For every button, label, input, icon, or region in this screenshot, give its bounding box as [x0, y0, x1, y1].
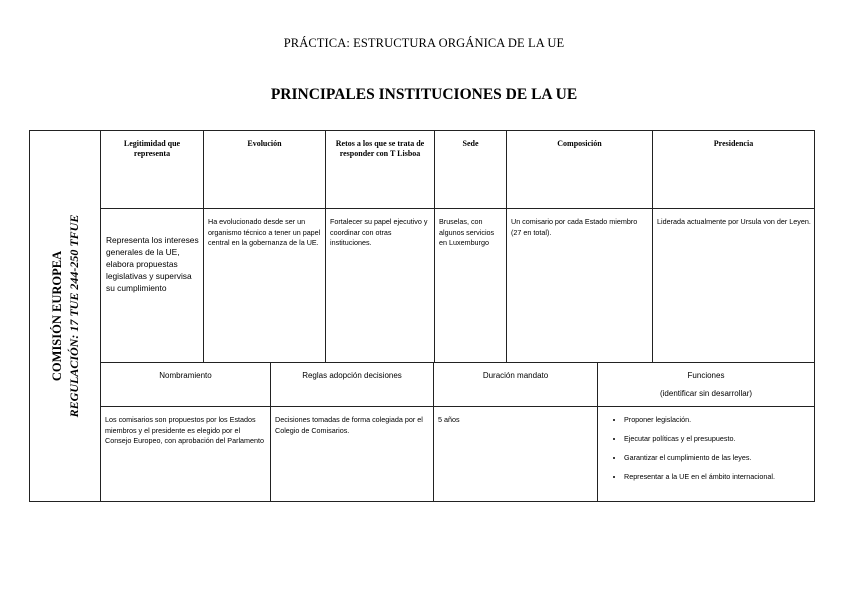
institution-name: COMISIÓN EUROPEA: [49, 250, 64, 382]
table-divider: [433, 362, 434, 502]
header-functions-note: (identificar sin desarrollar): [659, 389, 753, 398]
value-presidency: Liderada actualmente por Ursula von der Leyen.: [657, 217, 811, 226]
value-term: 5 años: [438, 415, 460, 424]
table-border-top: [29, 130, 815, 131]
table-divider: [100, 406, 815, 407]
table-border-bottom: [29, 501, 815, 502]
header-presidency: Presidencia: [713, 139, 754, 148]
table-divider: [506, 130, 507, 362]
institution-regulation: REGULACIÓN: 17 TUE 244-250 TFUE: [66, 214, 81, 418]
value-legitimacy: Representa los intereses generales de la UE, elabora propuestas legislativas y supervisa su cumplimiento: [106, 235, 199, 293]
header-legitimacy: Legitimidad que representa: [123, 139, 181, 158]
header-composition: Composición: [557, 139, 602, 148]
table-divider: [652, 130, 653, 362]
value-composition: Un comisario por cada Estado miembro (27 en total).: [511, 217, 638, 237]
header-challenges: Retos a los que se trata de responder con T Lisboa: [335, 139, 425, 158]
value-challenges: Fortalecer su papel ejecutivo y coordinar con otras instituciones.: [330, 217, 428, 247]
header-decision-rules: Reglas adopción decisiones: [302, 371, 402, 380]
value-decision-rules: Decisiones tomadas de forma colegiada por el Colegio de Comisarios.: [275, 415, 423, 435]
functions-list: [598, 415, 814, 483]
header-functions: Funciones: [687, 371, 725, 380]
table-divider: [100, 208, 815, 209]
table-border-right: [814, 130, 815, 502]
header-term: Duración mandato: [482, 371, 549, 380]
list-item: • Garantizar el cumplimiento de las leyes.: [624, 453, 814, 464]
list-item: • Ejecutar políticas y el presupuesto.: [624, 434, 814, 445]
value-appointment: Los comisarios son propuestos por los Estados miembros y el presidente es elegido por el Consejo Europeo, con aprobación del Parlamento: [105, 415, 265, 445]
list-item: • Representar a la UE en el ámbito internacional.: [624, 472, 814, 483]
value-seat: Bruselas, con algunos servicios en Luxemburgo: [439, 217, 495, 247]
value-functions: [598, 415, 814, 491]
document-heading: PRÁCTICA: ESTRUCTURA ORGÁNICA DE LA UE: [283, 36, 565, 50]
header-appointment: Nombramiento: [159, 371, 212, 380]
page-title: PRINCIPALES INSTITUCIONES DE LA UE: [270, 86, 578, 103]
header-evolution: Evolución: [247, 139, 282, 148]
institution-label: [29, 130, 100, 502]
value-evolution: Ha evolucionado desde ser un organismo técnico a tener un papel central en la gobernanza de la UE.: [208, 217, 321, 247]
list-item: • Proponer legislación.: [624, 415, 814, 426]
table-divider: [100, 362, 815, 363]
header-seat: Sede: [462, 139, 479, 148]
